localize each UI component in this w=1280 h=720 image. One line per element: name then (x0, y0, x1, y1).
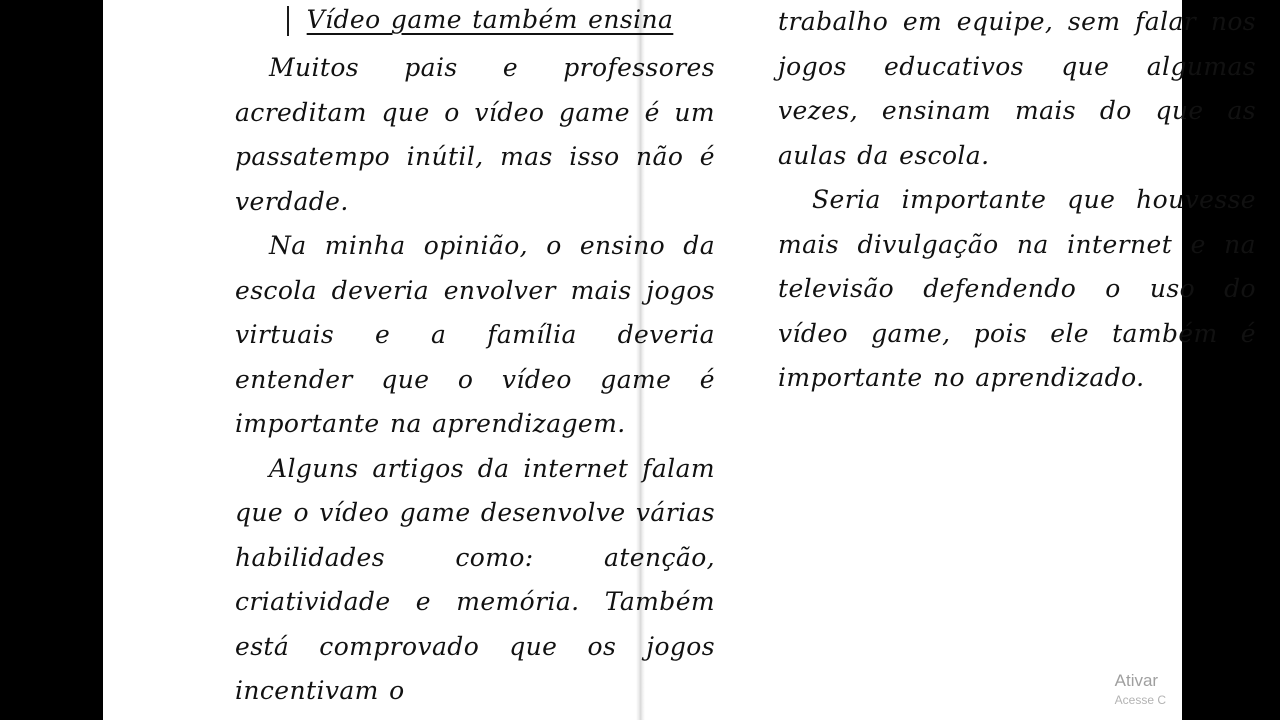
watermark-subtitle: Acesse C (1114, 693, 1166, 707)
text-column-right (778, 0, 1256, 720)
watermark-title: Ativar (1114, 671, 1159, 690)
windows-activation-watermark (1115, 670, 1166, 708)
document-page (103, 0, 1256, 720)
title-row (235, 0, 715, 46)
paragraph: Seria importante que houvesse mais divulgação na internet e na televisão defendendo o uso do vídeo game, pois ele também é importante no aprendizado. (778, 185, 1256, 392)
margin-mark-icon (287, 6, 289, 36)
page-title: Vídeo game também ensina (306, 5, 674, 34)
paragraph: Na minha opinião, o ensino da escola deveria envolver mais jogos virtuais e a família deveria entender que o vídeo game é importante na aprendizagem. (235, 231, 715, 438)
left-column-body (235, 46, 715, 714)
letterbox-bar-left (0, 0, 103, 720)
paragraph: Alguns artigos da internet falam que o vídeo game desenvolve várias habilidades como: atenção, criatividade e memória. Também está comprovado que os jogos incentivam o (235, 453, 715, 705)
right-column-body (778, 0, 1256, 401)
text-column-left (235, 0, 715, 720)
paragraph: Muitos pais e professores acreditam que o vídeo game é um passatempo inútil, mas isso não é verdade. (235, 53, 715, 216)
paragraph: trabalho em equipe, sem falar nos jogos educativos que algumas vezes, ensinam mais do que as aulas da escola. (778, 7, 1256, 170)
